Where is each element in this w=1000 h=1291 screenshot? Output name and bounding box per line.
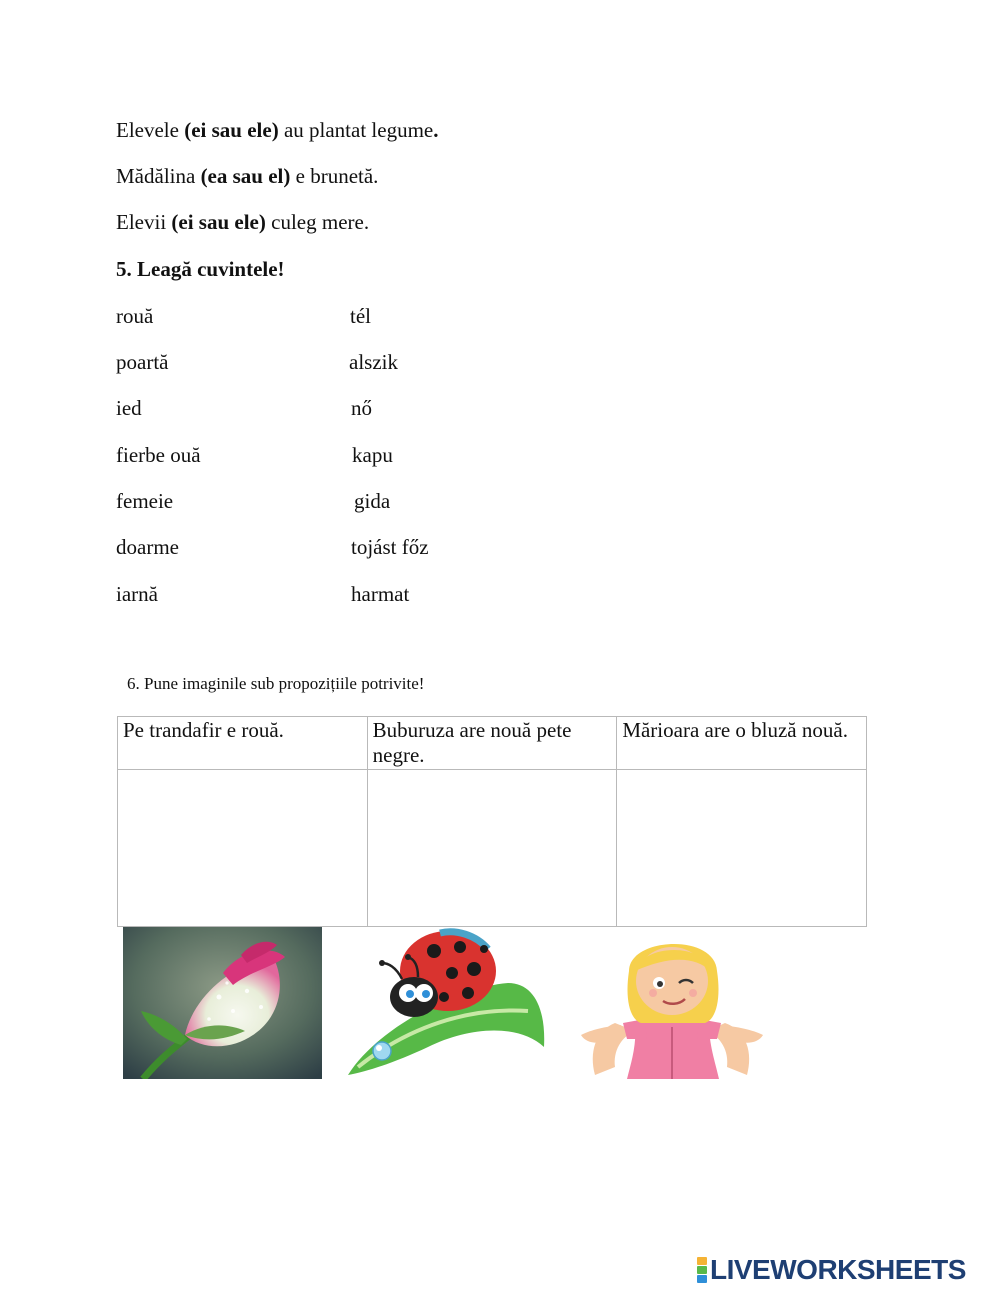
drop-zone[interactable] — [367, 770, 617, 927]
drop-zone[interactable] — [617, 770, 867, 927]
sentence-1 — [116, 118, 438, 143]
logo-icon — [697, 1257, 707, 1283]
hungarian-word[interactable]: harmat — [351, 582, 410, 606]
drop-zone[interactable] — [118, 770, 368, 927]
matching-table — [117, 716, 867, 927]
logo-square — [697, 1275, 707, 1283]
hungarian-word[interactable]: kapu — [352, 443, 393, 467]
romanian-word[interactable]: ied — [116, 396, 142, 420]
romanian-word[interactable]: rouă — [116, 304, 154, 328]
romanian-word[interactable]: poartă — [116, 350, 169, 374]
sentence-text: Elevii — [116, 210, 172, 234]
logo-square — [697, 1266, 707, 1274]
rose-with-dew-image[interactable] — [123, 927, 322, 1079]
ladybug-on-leaf-image[interactable] — [348, 927, 548, 1079]
romanian-word[interactable]: fierbe ouă — [116, 443, 201, 467]
hungarian-word[interactable]: tél — [350, 304, 371, 328]
romanian-word[interactable]: femeie — [116, 489, 174, 513]
logo-text: LIVEWORKSHEETS — [710, 1254, 966, 1285]
blonde-girl-image[interactable] — [575, 927, 767, 1079]
sentence-text: culeg mere. — [265, 210, 370, 234]
column-sentence: Mărioara are o bluză nouă. — [617, 717, 867, 770]
romanian-word[interactable]: doarme — [116, 535, 179, 559]
logo-square — [697, 1257, 707, 1265]
sentence-end: . — [433, 118, 439, 142]
romanian-word[interactable]: iarnă — [116, 582, 158, 606]
pronoun-choice: (ei sau ele) — [171, 210, 266, 234]
column-sentence: Pe trandafir e rouă. — [118, 717, 368, 770]
exercise-5-title: 5. Leagă cuvintele! — [116, 257, 285, 281]
liveworksheets-logo — [697, 1255, 966, 1285]
pronoun-choice: (ei sau ele) — [184, 118, 279, 142]
hungarian-word[interactable]: gida — [354, 489, 391, 513]
sentence-text: Elevele — [116, 118, 185, 142]
exercise-6-instruction: 6. Pune imaginile sub propozițiile potrivite! — [127, 674, 425, 693]
sentence-text: e brunetă. — [290, 164, 379, 188]
pronoun-choice: (ea sau el) — [200, 164, 291, 188]
hungarian-word[interactable]: nő — [351, 396, 372, 420]
sentence-3 — [116, 210, 369, 235]
sentence-text: au plantat legume — [278, 118, 434, 142]
hungarian-word[interactable]: alszik — [349, 350, 398, 374]
sentence-text: Mădălina — [116, 164, 201, 188]
sentence-2 — [116, 164, 378, 189]
column-sentence: Buburuza are nouă pete negre. — [367, 717, 617, 770]
hungarian-word[interactable]: tojást főz — [351, 535, 429, 559]
